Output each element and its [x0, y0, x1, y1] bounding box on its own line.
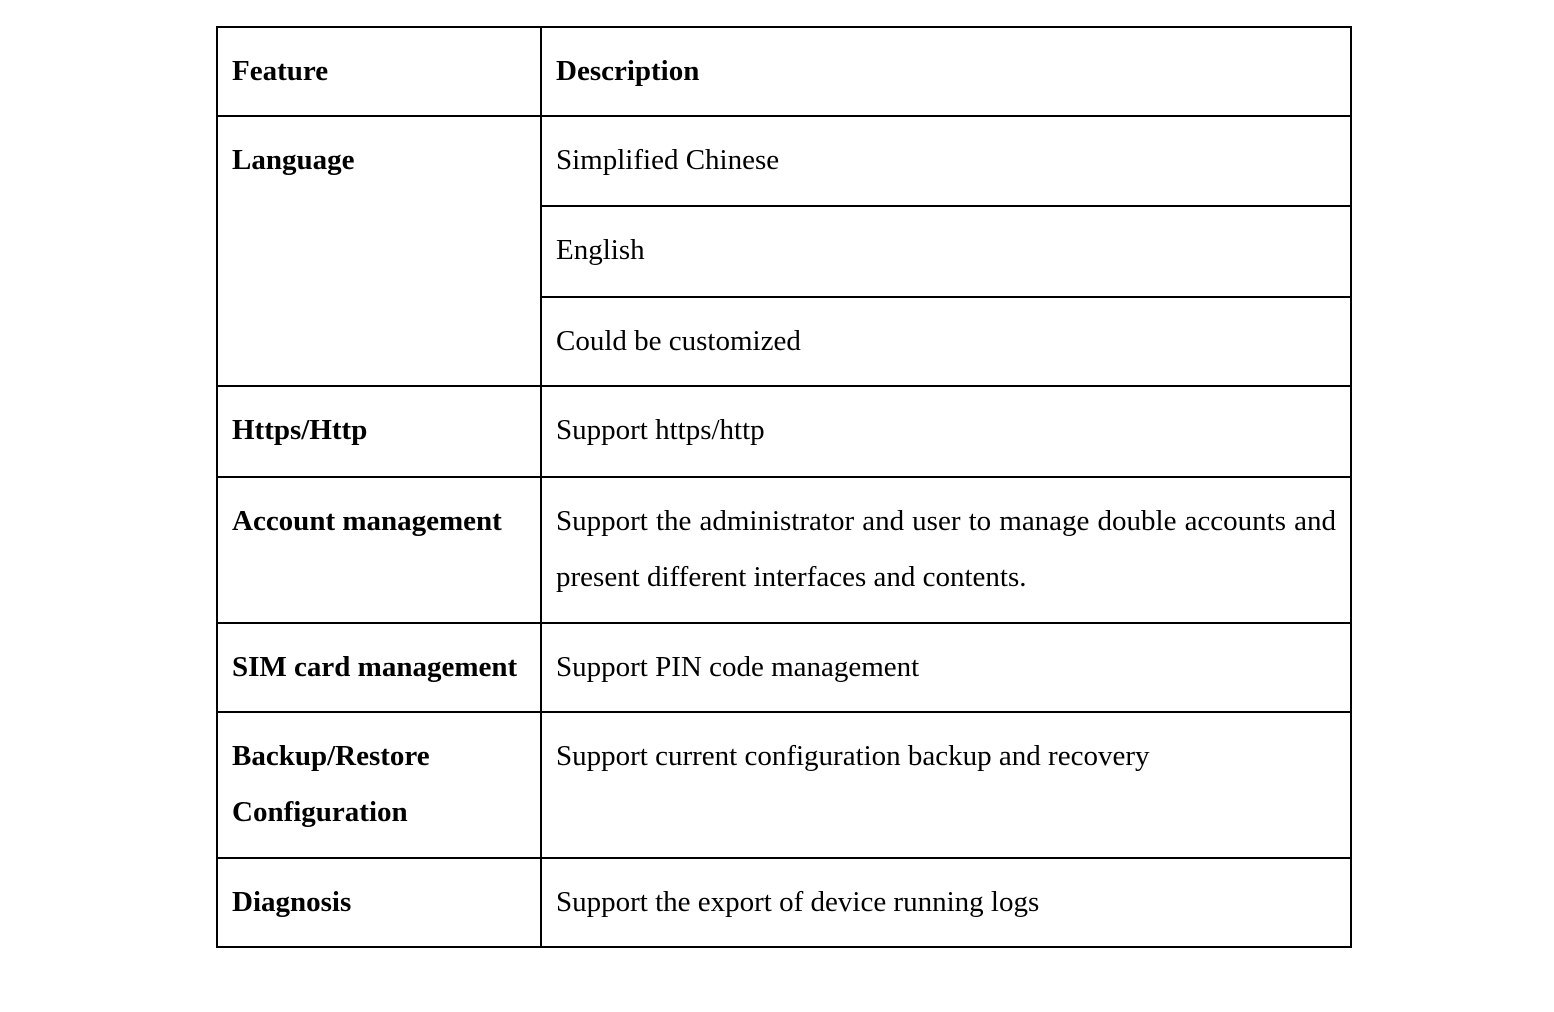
description-cell-language-option-1: Simplified Chinese	[541, 116, 1351, 206]
description-cell-account-management: Support the administrator and user to manage double accounts and present different interfaces and contents.	[541, 477, 1351, 623]
feature-cell-backup-restore-configuration: Backup/Restore Configuration	[217, 712, 541, 858]
feature-cell-language: Language	[217, 116, 541, 386]
feature-cell-account-management: Account management	[217, 477, 541, 623]
table-row	[217, 623, 1351, 712]
description-cell-language-option-3: Could be customized	[541, 297, 1351, 386]
table-row	[217, 477, 1351, 623]
feature-cell-sim-card-management: SIM card management	[217, 623, 541, 712]
table-row	[217, 386, 1351, 477]
table-row	[217, 858, 1351, 947]
description-cell-backup-restore-configuration: Support current configuration backup and recovery	[541, 712, 1351, 858]
description-cell-diagnosis: Support the export of device running logs	[541, 858, 1351, 947]
description-cell-https-http: Support https/http	[541, 386, 1351, 477]
table-row	[217, 116, 1351, 206]
feature-cell-diagnosis: Diagnosis	[217, 858, 541, 947]
table-header-row	[217, 27, 1351, 116]
description-cell-sim-card-management: Support PIN code management	[541, 623, 1351, 712]
feature-description-table	[216, 26, 1352, 948]
feature-table-container	[216, 26, 1352, 948]
description-cell-language-option-2: English	[541, 206, 1351, 297]
column-header-description: Description	[541, 27, 1351, 116]
feature-cell-https-http: Https/Http	[217, 386, 541, 477]
column-header-feature: Feature	[217, 27, 541, 116]
table-row	[217, 712, 1351, 858]
